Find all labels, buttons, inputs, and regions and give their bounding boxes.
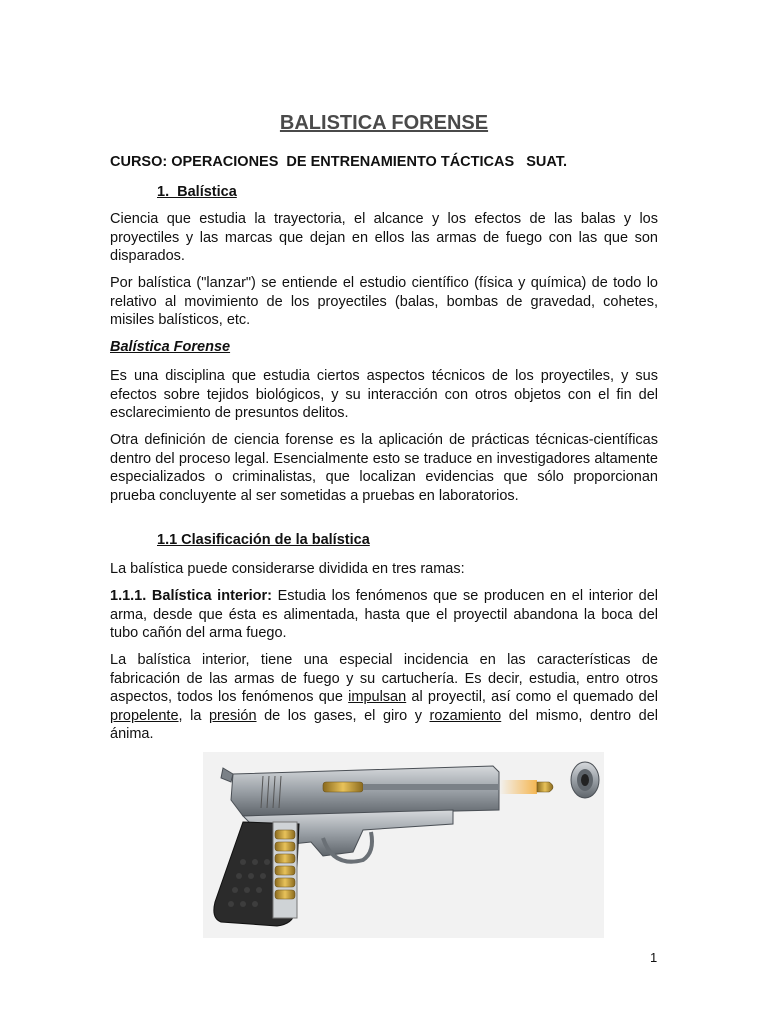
text-segment: al proyectil, así como el quemado del bbox=[406, 689, 658, 705]
paragraph-lanzar: Por balística ("lanzar") se entiende el estudio científico (física y química) de todo lo relativo al movimiento de los proyectiles (balas, bombas de gravedad, cohetes, misiles balísticos, etc. bbox=[110, 275, 658, 328]
text-segment: , la bbox=[178, 707, 209, 724]
link-propelente[interactable]: propelente bbox=[110, 707, 179, 724]
link-rozamiento[interactable]: rozamiento bbox=[429, 707, 502, 724]
document-title: BALISTICA FORENSE bbox=[279, 112, 489, 134]
course-line: CURSO: OPERACIONES DE ENTRENAMIENTO TÁCTICAS SUAT. bbox=[110, 154, 568, 170]
section-heading-forense: Balística Forense bbox=[110, 339, 231, 355]
text-segment: La balística interior, tiene una especial incidencia en las características de fabricación de las armas de fuego y su cartuchería. Es decir, estudia, entro otros aspectos, todos los fenómenos que bbox=[110, 652, 658, 705]
text-segment: del mismo, dentro del ánima. bbox=[110, 707, 658, 742]
balistica-interior-label: 1.1.1. Balística interior: bbox=[110, 588, 272, 604]
paragraph-balistica-interior bbox=[110, 587, 658, 643]
paragraph-otra-definicion: Otra definición de ciencia forense es la aplicación de prácticas técnicas-científicas dentro del proceso legal. Esencialmente esto se traduce en investigadores altamente especializados o criminalistas, que localizan evidencias que sólo proporcionan prueba concluyente al ser sometidas a pruebas en laboratorios. bbox=[110, 432, 658, 504]
pistol-cutaway-icon bbox=[203, 752, 604, 938]
section-heading-clasificacion: 1.1 Clasificación de la balística bbox=[157, 532, 370, 548]
pistol-figure bbox=[203, 752, 604, 938]
bullet-icon bbox=[537, 782, 553, 792]
barrel-muzzle-icon bbox=[571, 762, 599, 798]
paragraph-caracteristicas bbox=[110, 651, 658, 744]
paragraph-tres-ramas: La balística puede considerarse dividida en tres ramas: bbox=[110, 561, 465, 577]
link-impulsan[interactable]: impulsan bbox=[348, 689, 407, 705]
section-heading-balistica: 1. Balística bbox=[157, 184, 237, 200]
page-number: 1 bbox=[650, 950, 658, 965]
link-presion[interactable]: presión bbox=[208, 707, 257, 724]
text-segment: de los gases, el giro y bbox=[256, 707, 430, 724]
paragraph-disciplina: Es una disciplina que estudia ciertos aspectos técnicos de los proyectiles, y sus efectos sobre tejidos biológicos, y su interacción con otros objetos con el fin del esclarecimiento de presuntos delitos. bbox=[110, 368, 658, 421]
balistica-interior-text: Estudia los fenómenos que se producen en el interior del arma, desde que ésta es alimentada, hasta que el proyectil abandona la boca del tubo cañón del arma fuego. bbox=[110, 588, 658, 641]
paragraph-definition: Ciencia que estudia la trayectoria, el alcance y los efectos de las balas y los proyectiles y las marcas que dejan en ellos las armas de fuego con las que son disparados. bbox=[110, 211, 658, 264]
